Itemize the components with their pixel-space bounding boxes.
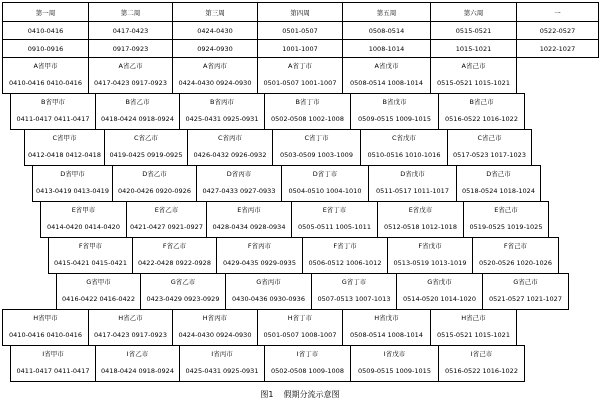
city-cell — [430, 57, 517, 94]
city-cell — [10, 345, 96, 382]
city-cell — [438, 93, 525, 130]
city-dates: 0428-0434 0928-0934 — [212, 223, 286, 231]
city-name: F省戊市 — [418, 242, 442, 250]
city-cell — [126, 201, 207, 238]
city-cell — [438, 345, 525, 382]
city-name: B省丙市 — [210, 98, 234, 106]
city-name: F省甲市 — [78, 242, 103, 250]
city-dates: 0421-0427 0921-0927 — [130, 223, 203, 231]
header-cell — [430, 21, 517, 40]
header-cell — [257, 39, 343, 58]
city-dates: 0426-0432 0926-0932 — [193, 151, 267, 159]
city-dates: 0507-0513 1007-1013 — [317, 295, 391, 303]
city-cell — [456, 165, 541, 202]
city-dates: 0516-0522 1016-1022 — [445, 115, 518, 123]
city-dates: 0509-0515 1009-1015 — [358, 367, 431, 375]
city-cell — [196, 165, 282, 202]
city-dates: 0503-0509 1003-1009 — [280, 151, 353, 159]
header-cell-text: 0924-0930 — [197, 45, 233, 53]
city-name: E省己市 — [494, 206, 518, 214]
city-cell — [206, 201, 292, 238]
header-cell-text: 0515-0521 — [455, 27, 492, 35]
city-cell — [95, 345, 180, 382]
city-dates: 0515-0521 1015-1021 — [437, 331, 510, 339]
city-name: I省己市 — [470, 350, 493, 358]
city-name: I省丁市 — [296, 350, 319, 358]
city-name: I省戊市 — [383, 350, 406, 358]
city-dates: 0417-0423 0917-0923 — [94, 331, 167, 339]
city-name: C省丁市 — [304, 134, 329, 142]
city-dates: 0515-0521 1015-1021 — [437, 79, 510, 87]
city-name: I省丙市 — [211, 350, 233, 358]
city-cell — [281, 165, 369, 202]
city-name: D省戊市 — [400, 170, 425, 178]
city-cell — [88, 309, 173, 346]
city-cell — [2, 57, 89, 94]
city-dates: 0510-0516 1010-1016 — [367, 151, 441, 159]
city-dates: 0416-0422 0416-0422 — [62, 295, 135, 303]
city-name: A省乙市 — [118, 62, 143, 70]
header-cell-text: 第一周 — [35, 9, 56, 17]
city-dates: 0422-0428 0922-0928 — [138, 259, 211, 267]
city-name: G省戊市 — [427, 278, 452, 286]
city-dates: 0501-0507 1001-1007 — [263, 79, 337, 87]
city-name: C省己市 — [477, 134, 502, 142]
city-dates: 0418-0424 0918-0924 — [101, 115, 174, 123]
city-cell — [257, 309, 343, 346]
city-name: I省乙市 — [126, 350, 149, 358]
city-cell — [257, 57, 343, 94]
header-cell-text: 第五周 — [376, 9, 397, 17]
city-name: E省丙市 — [237, 206, 261, 214]
city-cell — [104, 129, 188, 166]
city-name: C省甲市 — [52, 134, 77, 142]
header-cell-text: 0424-0430 — [197, 27, 233, 35]
city-name: H省丙市 — [202, 314, 228, 322]
city-name: H省乙市 — [118, 314, 143, 322]
city-dates: 0508-0514 1008-1014 — [350, 79, 423, 87]
city-cell — [472, 237, 559, 274]
header-cell — [257, 2, 343, 22]
city-dates: 0502-0508 1002-1008 — [271, 115, 344, 123]
header-cell — [516, 21, 599, 40]
header-cell — [88, 21, 173, 40]
city-name: C省丙市 — [217, 134, 243, 142]
city-dates: 0519-0525 1019-1025 — [469, 223, 543, 231]
city-dates: 0520-0526 1020-1026 — [479, 259, 552, 267]
header-cell-text: 第三周 — [205, 9, 225, 17]
city-cell — [377, 201, 464, 238]
city-name: G省丙市 — [256, 278, 281, 286]
city-name: B省戊市 — [382, 98, 407, 106]
city-name: D省甲市 — [60, 170, 85, 178]
city-dates: 0414-0420 0414-0420 — [47, 223, 120, 231]
city-cell — [302, 237, 388, 274]
city-dates: 0425-0431 0925-0931 — [185, 367, 259, 375]
city-cell — [350, 345, 439, 382]
city-cell — [56, 273, 141, 310]
header-cell-text: 1022-1027 — [539, 45, 576, 53]
city-dates: 0429-0435 0929-0935 — [223, 259, 296, 267]
city-cell — [24, 129, 105, 166]
city-name: B省乙市 — [125, 98, 150, 106]
city-dates: 0418-0424 0918-0924 — [101, 367, 174, 375]
city-name: G省己市 — [513, 278, 538, 286]
city-cell — [140, 273, 226, 310]
city-name: D省乙市 — [142, 170, 167, 178]
city-cell — [48, 237, 133, 274]
city-dates: 0516-0522 1016-1022 — [445, 367, 518, 375]
header-cell — [88, 39, 173, 58]
city-dates: 0412-0418 0412-0418 — [28, 151, 101, 159]
city-name: G省甲市 — [86, 278, 111, 286]
header-cell-text: 0508-0514 — [368, 27, 405, 35]
city-name: D省丙市 — [226, 170, 252, 178]
header-cell — [342, 39, 431, 58]
city-cell — [179, 93, 265, 130]
city-cell — [264, 345, 351, 382]
city-cell — [447, 129, 532, 166]
header-cell-text: 第二周 — [120, 9, 141, 17]
city-name: H省甲市 — [33, 314, 58, 322]
header-cell — [172, 21, 258, 40]
city-dates: 0509-0515 1009-1015 — [358, 115, 431, 123]
city-dates: 0420-0426 0920-0926 — [118, 187, 191, 195]
city-cell — [216, 237, 303, 274]
city-cell — [225, 273, 312, 310]
city-cell — [311, 273, 397, 310]
city-dates: 0502-0508 1009-1008 — [271, 367, 344, 375]
city-name: D省丁市 — [312, 170, 338, 178]
city-dates: 0514-0520 1014-1020 — [403, 295, 476, 303]
header-cell-text: 一 — [554, 9, 561, 17]
city-name: G省丁市 — [341, 278, 367, 286]
city-dates: 0410-0416 0410-0416 — [9, 331, 82, 339]
city-dates: 0419-0425 0919-0925 — [109, 151, 183, 159]
city-name: B省己市 — [469, 98, 494, 106]
city-cell — [396, 273, 483, 310]
header-cell — [172, 2, 258, 22]
header-cell-text: 0410-0416 — [27, 27, 64, 35]
city-dates: 0430-0436 0930-0936 — [232, 295, 305, 303]
header-cell — [88, 2, 173, 22]
city-dates: 0512-0518 1012-1018 — [384, 223, 457, 231]
city-cell — [32, 165, 113, 202]
city-dates: 0513-0519 1013-1019 — [393, 259, 467, 267]
header-cell — [257, 21, 343, 40]
city-name: A省甲市 — [33, 62, 58, 70]
header-cell — [430, 39, 517, 58]
city-cell — [172, 309, 258, 346]
city-dates: 0411-0417 0411-0417 — [16, 115, 90, 123]
header-cell-text: 1015-1021 — [455, 45, 492, 53]
city-cell — [342, 309, 431, 346]
header-cell-text: 0501-0507 — [282, 27, 318, 35]
city-cell — [88, 57, 173, 94]
city-dates: 0425-0431 0925-0931 — [185, 115, 259, 123]
city-name: E省甲市 — [71, 206, 96, 214]
city-dates: 0508-0514 1008-1014 — [350, 331, 423, 339]
city-cell — [264, 93, 351, 130]
city-name: E省丁市 — [322, 206, 347, 214]
header-cell-text: 第四周 — [290, 9, 310, 17]
city-name: H省丁市 — [287, 314, 313, 322]
header-cell-text: 0522-0527 — [539, 27, 576, 35]
city-cell — [350, 93, 439, 130]
city-cell — [368, 165, 457, 202]
city-cell — [272, 129, 361, 166]
city-cell — [40, 201, 127, 238]
city-name: F省丙市 — [247, 242, 272, 250]
city-name: A省己市 — [461, 62, 486, 70]
city-name: B省丁市 — [295, 98, 320, 106]
city-cell — [187, 129, 273, 166]
city-name: G省乙市 — [170, 278, 196, 286]
header-cell — [2, 21, 89, 40]
city-dates: 0424-0430 0924-0930 — [178, 331, 252, 339]
city-name: A省丁市 — [288, 62, 312, 70]
city-cell — [112, 165, 197, 202]
city-cell — [342, 57, 431, 94]
city-name: H省己市 — [461, 314, 486, 322]
city-name: E省戊市 — [408, 206, 433, 214]
city-name: F省丁市 — [333, 242, 357, 250]
header-cell — [342, 2, 431, 22]
city-dates: 0417-0423 0917-0923 — [94, 79, 167, 87]
figure-caption: 图1 假期分流示意图 — [260, 390, 340, 399]
header-cell-text: 第六周 — [463, 9, 484, 17]
city-name: E省乙市 — [154, 206, 179, 214]
city-cell — [179, 345, 265, 382]
header-cell — [516, 39, 599, 58]
header-cell-text: 0917-0923 — [112, 45, 149, 53]
header-cell — [172, 39, 258, 58]
city-cell — [172, 57, 258, 94]
city-dates: 0410-0416 0410-0416 — [9, 79, 82, 87]
header-cell — [2, 39, 89, 58]
city-dates: 0518-0524 1018-1024 — [462, 187, 535, 195]
city-cell — [10, 93, 96, 130]
city-cell — [291, 201, 378, 238]
city-dates: 0504-0510 1004-1010 — [288, 187, 362, 195]
city-dates: 0413-0419 0413-0419 — [36, 187, 109, 195]
city-name: H省戊市 — [374, 314, 399, 322]
city-dates: 0415-0421 0415-0421 — [54, 259, 127, 267]
city-name: A省丙市 — [203, 62, 227, 70]
city-dates: 0505-0511 1005-1011 — [298, 223, 371, 231]
city-name: D省己市 — [486, 170, 511, 178]
city-dates: 0501-0507 1008-1007 — [263, 331, 337, 339]
city-dates: 0517-0523 1017-1023 — [453, 151, 526, 159]
city-cell — [132, 237, 217, 274]
header-cell-text: 1001-1007 — [282, 45, 318, 53]
city-cell — [463, 201, 549, 238]
city-cell — [2, 309, 89, 346]
city-name: F省己市 — [503, 242, 528, 250]
city-cell — [387, 237, 473, 274]
city-name: C省戊市 — [391, 134, 417, 142]
header-cell — [516, 2, 599, 22]
city-dates: 0424-0430 0924-0930 — [178, 79, 252, 87]
header-cell — [2, 2, 89, 22]
city-name: F省乙市 — [162, 242, 187, 250]
city-cell — [360, 129, 448, 166]
header-cell-text: 1008-1014 — [368, 45, 405, 53]
header-cell — [430, 2, 517, 22]
city-name: B省甲市 — [41, 98, 65, 106]
city-name: A省戊市 — [374, 62, 399, 70]
header-cell — [342, 21, 431, 40]
city-name: C省乙市 — [133, 134, 159, 142]
city-cell — [95, 93, 180, 130]
city-dates: 0423-0429 0923-0929 — [146, 295, 220, 303]
city-dates: 0511-0517 1011-1017 — [376, 187, 449, 195]
city-name: I省甲市 — [42, 350, 64, 358]
city-dates: 0411-0417 0411-0417 — [16, 367, 90, 375]
header-cell-text: 0417-0423 — [112, 27, 149, 35]
city-dates: 0427-0433 0927-0933 — [202, 187, 276, 195]
city-cell — [482, 273, 569, 310]
city-dates: 0506-0512 1006-1012 — [308, 259, 382, 267]
header-cell-text: 0910-0916 — [27, 45, 64, 53]
city-cell — [430, 309, 517, 346]
city-dates: 0521-0527 1021-1027 — [489, 295, 562, 303]
